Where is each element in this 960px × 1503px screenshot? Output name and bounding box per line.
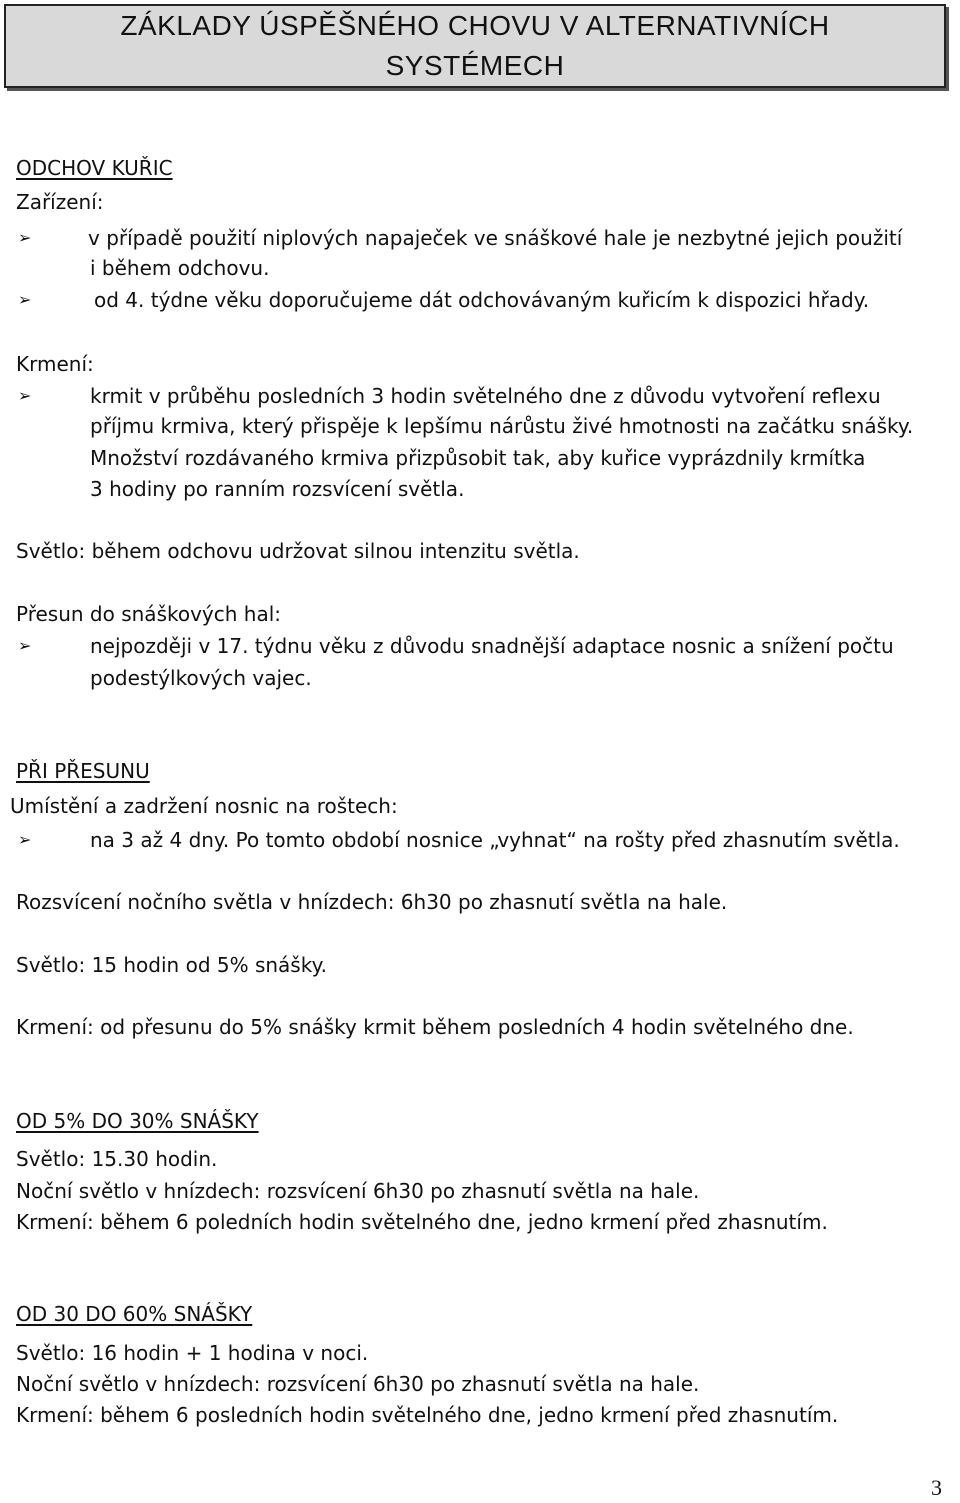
svetlo-presun-text: 15 hodin od 5% snášky. xyxy=(91,953,327,977)
nocni-od5-text: rozsvícení 6h30 po zhasnutí světla na hale. xyxy=(266,1179,700,1203)
zarizeni-bullet-1-line-2: i během odchovu. xyxy=(90,256,270,280)
krmeni-line-2: příjmu krmiva, který přispěje k lepšímu nárůstu živé hmotnosti na začátku snášky. xyxy=(90,414,914,438)
krmeni-od5-text: během 6 poledních hodin světelného dne, jedno krmení před zhasnutím. xyxy=(100,1210,828,1234)
page-title: ZÁKLADY ÚSPĚŠNÉHO CHOVU V ALTERNATIVNÍCH SYSTÉMECH xyxy=(120,10,830,81)
title-box xyxy=(4,4,946,88)
label-zarizeni: Zařízení: xyxy=(16,190,104,214)
svetlo-odchov-row xyxy=(16,537,580,565)
zarizeni-bullet-2: od 4. týdne věku doporučujeme dát odchovávaným kuřicím k dispozici hřady. xyxy=(94,288,870,312)
krmeni-presun-row xyxy=(16,1013,854,1041)
krmeni-line-3: Množství rozdávaného krmiva přizpůsobit tak, aby kuřice vyprázdnily krmítka xyxy=(90,446,866,470)
label-presun: Přesun do snáškových hal: xyxy=(16,602,282,626)
section-heading-od30: OD 30 DO 60% SNÁŠKY xyxy=(16,1302,253,1326)
umisteni-text: na 3 až 4 dny. Po tomto období nosnice „vyhnat“ na rošty před zhasnutím světla. xyxy=(90,828,900,852)
presun-line-1: nejpozději v 17. týdnu věku z důvodu snadnější adaptace nosnic a snížení počtu xyxy=(90,634,894,658)
label-rozsviceni: Rozsvícení nočního světla v hnízdech: xyxy=(16,890,395,914)
krmeni-od5-row xyxy=(16,1208,828,1236)
krmeni-line-1: krmit v průběhu posledních 3 hodin světelného dne z důvodu vytvoření reflexu xyxy=(90,384,881,408)
label-nocni-svetlo: Noční světlo v hnízdech: xyxy=(16,1179,261,1203)
rozsviceni-row xyxy=(16,888,727,916)
bullet-icon: ➢ xyxy=(18,830,32,849)
svetlo-od5-text: 15.30 hodin. xyxy=(91,1147,218,1171)
section-heading-odchov: ODCHOV KUŘIC xyxy=(16,156,173,180)
label-krmeni: Krmení: xyxy=(16,1015,94,1039)
svetlo-od5-row xyxy=(16,1145,217,1173)
nocni-od30-text: rozsvícení 6h30 po zhasnutí světla na hale. xyxy=(266,1372,700,1396)
krmeni-presun-text: od přesunu do 5% snášky krmit během posledních 4 hodin světelného dne. xyxy=(100,1015,854,1039)
label-krmeni: Krmení: xyxy=(16,1403,94,1427)
section-heading-od5: OD 5% DO 30% SNÁŠKY xyxy=(16,1109,259,1133)
krmeni-od30-row xyxy=(16,1401,838,1429)
presun-line-2: podestýlkových vajec. xyxy=(90,666,312,690)
rozsviceni-text: 6h30 po zhasnutí světla na hale. xyxy=(400,890,728,914)
bullet-icon: ➢ xyxy=(18,290,32,309)
svetlo-od30-text: 16 hodin + 1 hodina v noci. xyxy=(91,1341,369,1365)
svetlo-odchov-text: během odchovu udržovat silnou intenzitu světla. xyxy=(91,539,580,563)
page-number: 3 xyxy=(931,1475,942,1500)
label-svetlo: Světlo: xyxy=(16,1341,86,1365)
label-krmeni: Krmení: xyxy=(16,1210,94,1234)
label-krmeni: Krmení: xyxy=(16,352,94,376)
krmeni-line-4: 3 hodiny po ranním rozsvícení světla. xyxy=(90,477,465,501)
section-heading-pri-presunu: PŘI PŘESUNU xyxy=(16,759,150,783)
label-svetlo: Světlo: xyxy=(16,539,86,563)
bullet-icon: ➢ xyxy=(18,386,32,405)
bullet-icon: ➢ xyxy=(18,228,32,247)
label-umisteni: Umístění a zadržení nosnic na roštech: xyxy=(10,794,398,818)
bullet-icon: ➢ xyxy=(18,636,32,655)
zarizeni-bullet-1-line-1: v případě použití niplových napaječek ve snáškové hale je nezbytné jejich použití xyxy=(88,226,903,250)
label-nocni-svetlo: Noční světlo v hnízdech: xyxy=(16,1372,261,1396)
label-svetlo: Světlo: xyxy=(16,953,86,977)
krmeni-od30-text: během 6 posledních hodin světelného dne, jedno krmení před zhasnutím. xyxy=(100,1403,839,1427)
nocni-od30-row xyxy=(16,1370,699,1398)
label-svetlo: Světlo: xyxy=(16,1147,86,1171)
svetlo-od30-row xyxy=(16,1339,368,1367)
svetlo-presun-row xyxy=(16,951,327,979)
nocni-od5-row xyxy=(16,1177,699,1205)
